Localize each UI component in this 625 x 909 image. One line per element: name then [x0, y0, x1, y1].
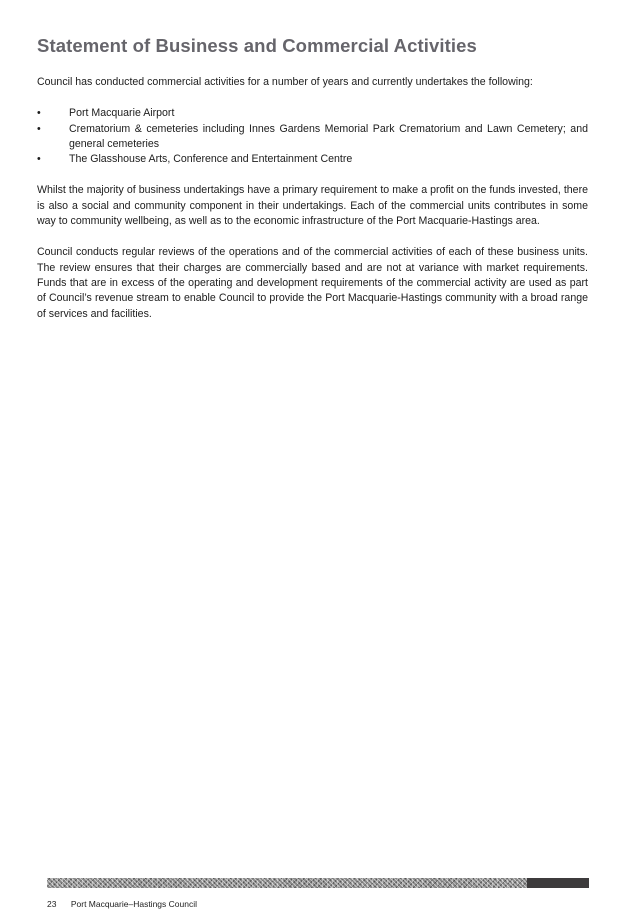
footer-decorative-bar	[47, 878, 589, 888]
business-paragraph: Whilst the majority of business undertakings have a primary requirement to make a profit on the funds invested, there is also a social and community component in their undertakings. Each of the commercial units contributes in some way to community wellbeing, as well as to the economic infrastructure of the Port Macquarie-Hastings area.	[37, 184, 588, 228]
list-item	[37, 106, 588, 121]
list-item-text: Crematorium & cemeteries including Innes Gardens Memorial Park Crematorium and Lawn Cemetery; and general cemeteries	[69, 122, 588, 150]
bullet-icon: •	[37, 122, 41, 135]
bullet-icon: •	[37, 153, 41, 166]
footer-solid-block	[527, 878, 589, 888]
review-paragraph: Council conducts regular reviews of the operations and of the commercial activities of each of these business units. The review ensures that their charges are commercially based and are not at variance with market requirements. Funds that are in excess of the operating and development requirements of the commercial activity are used as part of Council’s revenue stream to enable Council to provide the Port Macquarie-Hastings community with a broad range of services and facilities.	[37, 246, 588, 320]
body-content	[37, 75, 588, 338]
list-item-text: Port Macquarie Airport	[69, 107, 175, 120]
list-item-text: The Glasshouse Arts, Conference and Entertainment Centre	[69, 153, 353, 166]
footer-texture-strip	[47, 878, 527, 888]
intro-paragraph: Council has conducted commercial activities for a number of years and currently undertakes the following:	[37, 76, 533, 88]
list-item	[37, 152, 588, 167]
page-footer	[47, 899, 197, 909]
list-item	[37, 122, 588, 153]
page-title: Statement of Business and Commercial Activities	[37, 35, 477, 56]
footer-organization: Port Macquarie–Hastings Council	[70, 899, 197, 909]
activities-list	[37, 106, 588, 167]
bullet-icon: •	[37, 107, 41, 120]
page-number: 23	[47, 899, 57, 909]
